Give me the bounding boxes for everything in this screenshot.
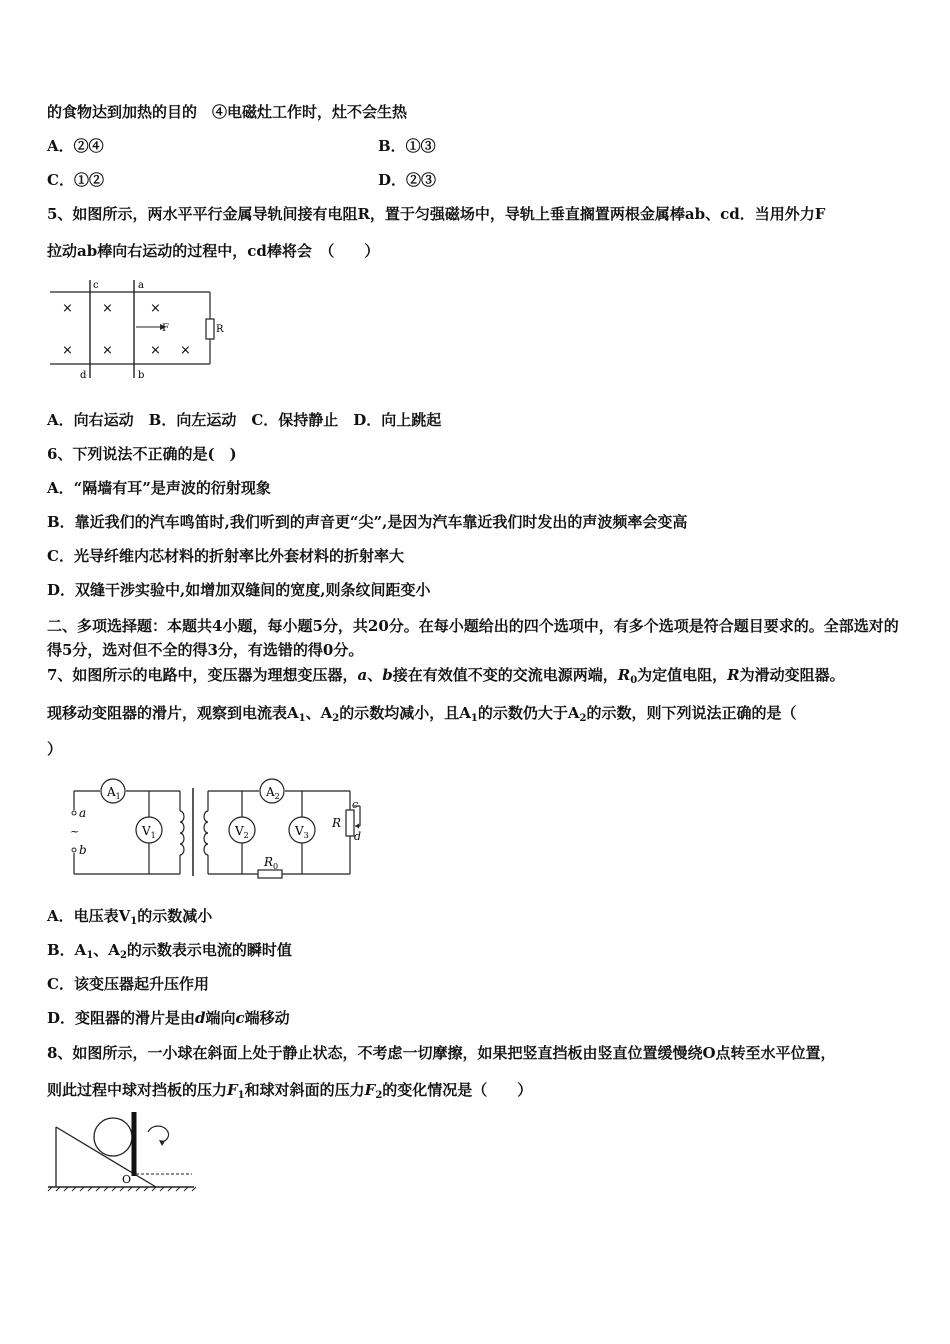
resistor-r0 [258, 870, 282, 878]
q8-stem-line2: 则此过程中球对挡板的压力$F_1$和球对斜面的压力$F_2$的变化情况是（ ） [47, 1081, 533, 1101]
v2-label: $V_2$ [235, 824, 249, 840]
q4-option-d: D．②③ [378, 171, 437, 189]
q6-stem: 6、下列说法不正确的是( ) [47, 445, 237, 463]
q6-option-c: C．光导纤维内芯材料的折射率比外套材料的折射率大 [47, 547, 404, 565]
field-cross: × [102, 343, 113, 358]
field-cross: × [62, 343, 73, 358]
q7-transformer-circuit [62, 770, 362, 882]
field-cross: × [150, 301, 161, 316]
pivot-o-label: O [122, 1173, 132, 1186]
field-cross: × [150, 343, 161, 358]
q6-option-d: D．双缝干涉实验中,如增加双缝间的宽度,则条纹间距变小 [47, 581, 431, 599]
label-f: F [162, 323, 169, 334]
q7-option-d: D．变阻器的滑片是由d端向c端移动 [47, 1009, 290, 1027]
terminal-b-label: b [79, 843, 87, 857]
q7-option-b: B．$A_1$、$A_2$的示数表示电流的瞬时值 [47, 941, 292, 961]
rheostat-end-c-label: c [352, 798, 359, 811]
ac-source-label: ~ [70, 825, 80, 838]
q4-option-a: A．②④ [47, 137, 104, 155]
q4-continuation: 的食物达到加热的目的 ④电磁灶工作时，灶不会生热 [47, 103, 408, 121]
q5-stem-line2: 拉动ab棒向右运动的过程中，cd棒将会 （ ） [47, 242, 380, 260]
q7-stem-line2: 现移动变阻器的滑片，观察到电流表$A_1$、$A_2$的示数均减小，且$A_1$的示数仍大于$A_2$的示数，则下列说法正确的是（ [47, 704, 797, 724]
rheostat-r [346, 810, 354, 836]
v3-label: $V_3$ [295, 824, 309, 840]
q5-rails-figure [44, 276, 224, 382]
q5-options: A．向右运动 B．向左运动 C．保持静止 D．向上跳起 [47, 411, 442, 429]
label-b: b [138, 370, 145, 381]
q4-option-c: C．①② [47, 171, 104, 189]
q8-incline-figure [44, 1110, 199, 1195]
label-d: d [80, 370, 87, 381]
q7-stem-line1: 7、如图所示的电路中，变压器为理想变压器，a、b接在有效值不变的交流电源两端，$R_0$为定值电阻，R为滑动变阻器。 [47, 666, 845, 686]
terminal-a-label: a [79, 806, 87, 820]
label-c: c [93, 280, 99, 291]
q7-stem-line3: ） [47, 740, 63, 758]
section-2-instructions: 二、多项选择题：本题共4小题，每小题5分，共20分。在每小题给出的四个选项中，有多个选项是符合题目要求的。全部选对的得5分，选对但不全的得3分，有选错的得0分。 [47, 617, 899, 659]
q6-option-b: B．靠近我们的汽车鸣笛时,我们听到的声音更“尖”,是因为汽车靠近我们时发出的声波频率会变高 [47, 513, 688, 531]
a1-label: $A_1$ [107, 785, 121, 801]
label-a: a [138, 280, 144, 291]
q6-option-a: A．“隔墙有耳”是声波的衍射现象 [47, 479, 271, 497]
r0-label: $R_0$ [264, 855, 279, 871]
a2-label: $A_2$ [266, 785, 280, 801]
field-cross: × [180, 343, 191, 358]
field-cross: × [102, 301, 113, 316]
q7-option-a: A．电压表$V_1$的示数减小 [47, 907, 213, 927]
q8-stem-line1: 8、如图所示，一小球在斜面上处于静止状态，不考虑一切摩擦，如果把竖直挡板由竖直位置缓慢绕O点转至水平位置， [47, 1044, 836, 1062]
rheostat-end-d-label: d [354, 830, 362, 843]
resistor-r [206, 319, 214, 339]
q7-option-c: C．该变压器起升压作用 [47, 975, 209, 993]
rheostat-label: R [332, 816, 342, 830]
q5-stem-line1: 5、如图所示，两水平平行金属导轨间接有电阻R，置于匀强磁场中，导轨上垂直搁置两根金属棒ab、cd．当用外力F [47, 205, 826, 223]
field-cross: × [62, 301, 73, 316]
label-r: R [216, 324, 224, 335]
ball [94, 1118, 132, 1156]
v1-label: $V_1$ [142, 824, 156, 840]
q4-option-b: B．①③ [378, 137, 436, 155]
